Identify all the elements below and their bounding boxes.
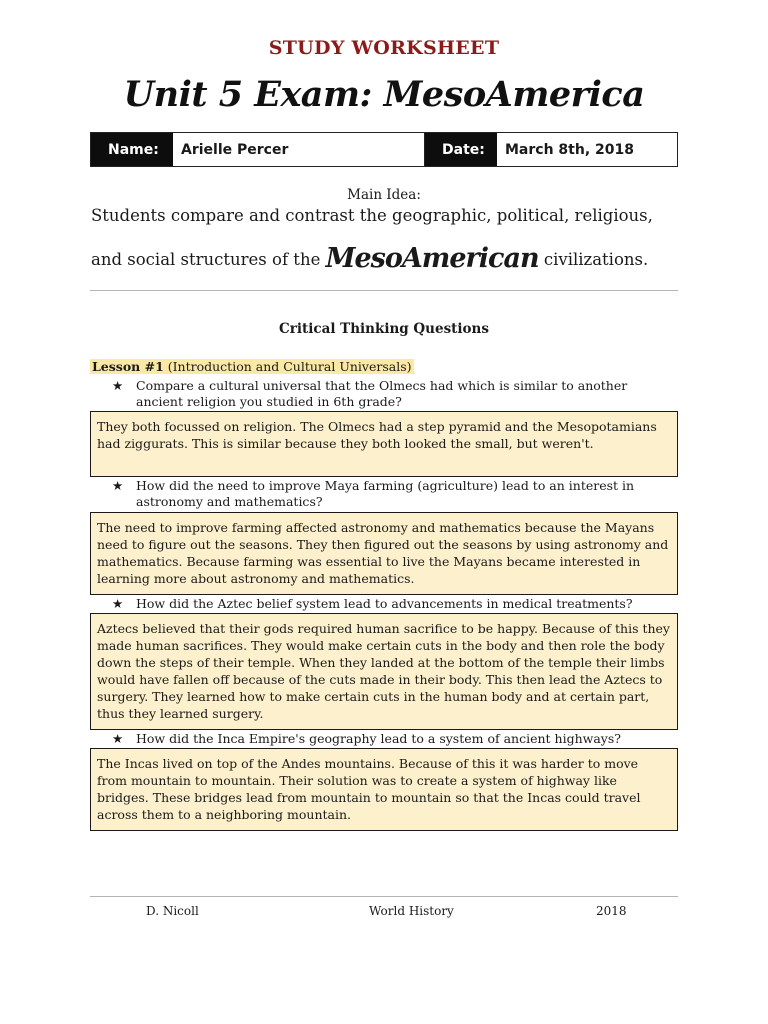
star-bullet-icon: ★ bbox=[112, 731, 124, 746]
date-field[interactable]: March 8th, 2018 bbox=[497, 133, 677, 166]
answer-box[interactable]: Aztecs believed that their gods required human sacrifice to be happy. Because of this they made human sacrifices. They would make certain cuts in the body and then role the body down the steps of their temple. When they landed at the bottom of the temple their limbs would have fallen off because of the cuts made in their body. This then lead the Aztecs to surgery. They learned how to make certain cuts in the human body and at certain part, thus they learned surgery. bbox=[90, 613, 678, 730]
question-text: How did the need to improve Maya farming (agriculture) lead to an interest in astronomy and mathematics? bbox=[136, 478, 635, 509]
main-idea-label: Main Idea: bbox=[347, 187, 421, 203]
question-item bbox=[112, 731, 672, 747]
main-idea-line-2 bbox=[91, 243, 648, 274]
lesson-heading bbox=[90, 359, 414, 374]
question-item bbox=[112, 596, 672, 612]
question-item bbox=[112, 378, 672, 410]
answer-box[interactable]: The need to improve farming affected astronomy and mathematics because the Mayans need to figure out the seasons. They then figured out the seasons by using astronomy and mathematics. Because farming was essential to live the Mayans became interested in learning more about astronomy and mathematics. bbox=[90, 512, 678, 595]
question-text: How did the Inca Empire's geography lead to a system of ancient highways? bbox=[136, 731, 621, 746]
worksheet-label: STUDY WORKSHEET bbox=[268, 37, 500, 59]
date-label: Date: bbox=[425, 133, 497, 166]
answer-box[interactable]: The Incas lived on top of the Andes mountains. Because of this it was harder to move from mountain to mountain. Their solution was to create a system of highway like bridges. These bridges lead from mountain to mountain so that the Incas could travel across them to a neighboring mountain. bbox=[90, 748, 678, 831]
divider-top bbox=[90, 290, 678, 291]
answer-box[interactable]: They both focussed on religion. The Olmecs had a step pyramid and the Mesopotamians had ziggurats. This is similar because they both looked the small, but weren't. bbox=[90, 411, 678, 477]
mesoamerican-emphasis: MesoAmerican bbox=[325, 243, 539, 274]
footer-author: D. Nicoll bbox=[146, 904, 199, 918]
question-item bbox=[112, 478, 672, 510]
lesson-number: Lesson #1 bbox=[92, 359, 164, 374]
question-text: Compare a cultural universal that the Olmecs had which is similar to another ancient religion you studied in 6th grade? bbox=[136, 378, 628, 409]
main-idea-line-1: Students compare and contrast the geographic, political, religious, bbox=[91, 206, 653, 225]
footer-course: World History bbox=[369, 904, 454, 918]
section-title: Critical Thinking Questions bbox=[279, 321, 489, 337]
name-field[interactable]: Arielle Percer bbox=[173, 133, 425, 166]
footer-divider bbox=[90, 896, 678, 897]
star-bullet-icon: ★ bbox=[112, 596, 124, 611]
exam-title: Unit 5 Exam: MesoAmerica bbox=[123, 74, 645, 115]
question-text: How did the Aztec belief system lead to advancements in medical treatments? bbox=[136, 596, 633, 611]
star-bullet-icon: ★ bbox=[112, 478, 124, 493]
lesson-topic: (Introduction and Cultural Universals) bbox=[163, 359, 412, 374]
star-bullet-icon: ★ bbox=[112, 378, 124, 393]
footer-year: 2018 bbox=[596, 904, 627, 918]
student-info-table bbox=[90, 132, 678, 167]
name-label: Name: bbox=[91, 133, 173, 166]
main-idea-text-before: and social structures of the bbox=[91, 250, 326, 269]
main-idea-text-after: civilizations. bbox=[538, 250, 649, 269]
